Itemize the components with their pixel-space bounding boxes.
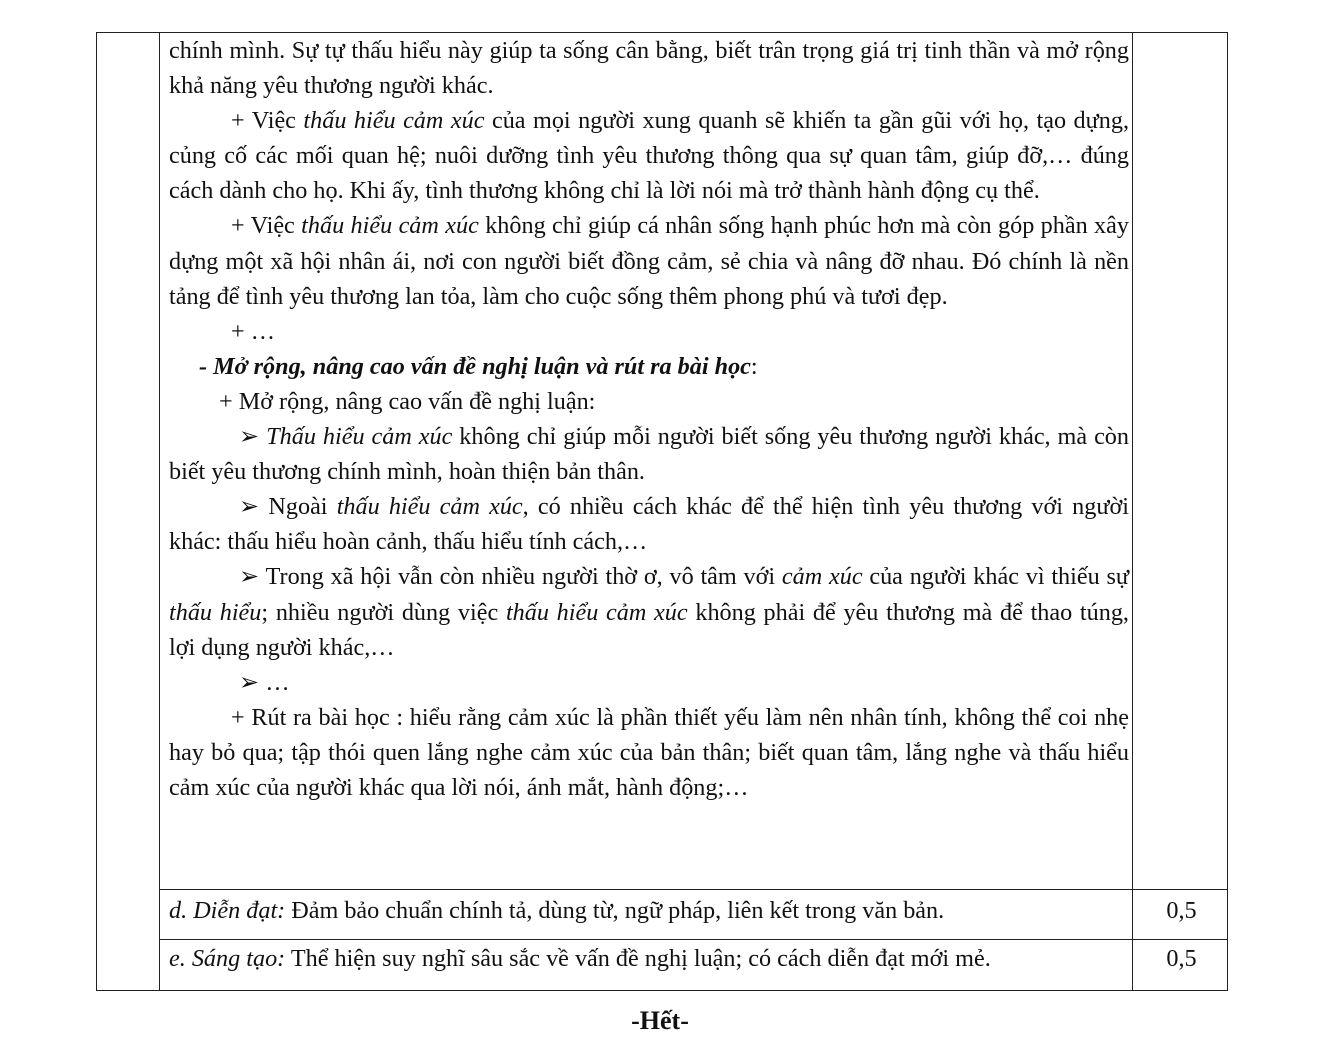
bullet-2: ➢ Ngoài thấu hiểu cảm xúc, có nhiều cách khác để thể hiện tình yêu thương với người khác: thấu hiểu hoàn cảnh, thấu hiểu tính cách,… [169, 493, 1129, 556]
paragraph-2: + Việc thấu hiểu cảm xúc của mọi người xung quanh sẽ khiến ta gần gũi với họ, tạo dựng, củng cố các mối quan hệ; nuôi dưỡng tình yêu thương thông qua sự quan tâm, giúp đỡ,… đúng cách dành cho họ. Khi ấy, tình thương không chỉ là lời nói mà trở thành hành động cụ thể. [169, 107, 1129, 205]
bullet-3: ➢ Trong xã hội vẫn còn nhiều người thờ ơ, vô tâm với cảm xúc của người khác vì thiếu sự thấu hiểu; nhiều người dùng việc thấu hiểu cảm xúc không phải để yêu thương mà để thao túng, lợi dụng người khác,… [169, 563, 1129, 661]
row-e-score: 0,5 [1166, 945, 1197, 972]
row-divider-e [159, 939, 1227, 940]
content-cell [169, 33, 1129, 805]
paragraph-1: chính mình. Sự tự thấu hiểu này giúp ta sống cân bằng, biết trân trọng giá trị tinh thần và mở rộng khả năng yêu thương người khác. [169, 37, 1129, 100]
paragraph-4: + … [231, 317, 275, 345]
bullet-1: ➢ Thấu hiểu cảm xúc không chỉ giúp mỗi người biết sống yêu thương người khác, mà còn biết yêu thương chính mình, hoàn thiện bản thân. [169, 423, 1129, 486]
row-d-text: d. Diễn đạt: Đảm bảo chuẩn chính tả, dùng từ, ngữ pháp, liên kết trong văn bản. [169, 897, 945, 924]
section-heading: - Mở rộng, nâng cao vấn đề nghị luận và rút ra bài học: [199, 352, 758, 380]
bullet-4: ➢ … [239, 668, 290, 696]
paragraph-lesson: + Rút ra bài học : hiểu rằng cảm xúc là phần thiết yếu làm nên nhân tính, không thể coi nhẹ hay bỏ qua; tập thói quen lắng nghe cảm xúc của bản thân; biết quan tâm, lắng nghe và thấu hiểu cảm xúc của người khác qua lời nói, ánh mắt, hành động;… [169, 703, 1129, 801]
row-d-score: 0,5 [1166, 897, 1197, 924]
row-divider-d [159, 889, 1227, 890]
paragraph-3: + Việc thấu hiểu cảm xúc không chỉ giúp cá nhân sống hạnh phúc hơn mà còn góp phần xây dựng một xã hội nhân ái, nơi con người biết đồng cảm, sẻ chia và nâng đỡ nhau. Đó chính là nền tảng để tình yêu thương lan tỏa, làm cho cuộc sống thêm phong phú và tươi đẹp. [169, 212, 1129, 310]
paragraph-extend: + Mở rộng, nâng cao vấn đề nghị luận: [219, 387, 596, 415]
column-divider-left [159, 33, 160, 990]
row-e-text: e. Sáng tạo: Thể hiện suy nghĩ sâu sắc về vấn đề nghị luận; có cách diễn đạt mới mẻ. [169, 945, 991, 972]
answer-table [96, 32, 1228, 991]
column-divider-right [1132, 33, 1133, 990]
end-marker: -Hết- [631, 1006, 689, 1035]
